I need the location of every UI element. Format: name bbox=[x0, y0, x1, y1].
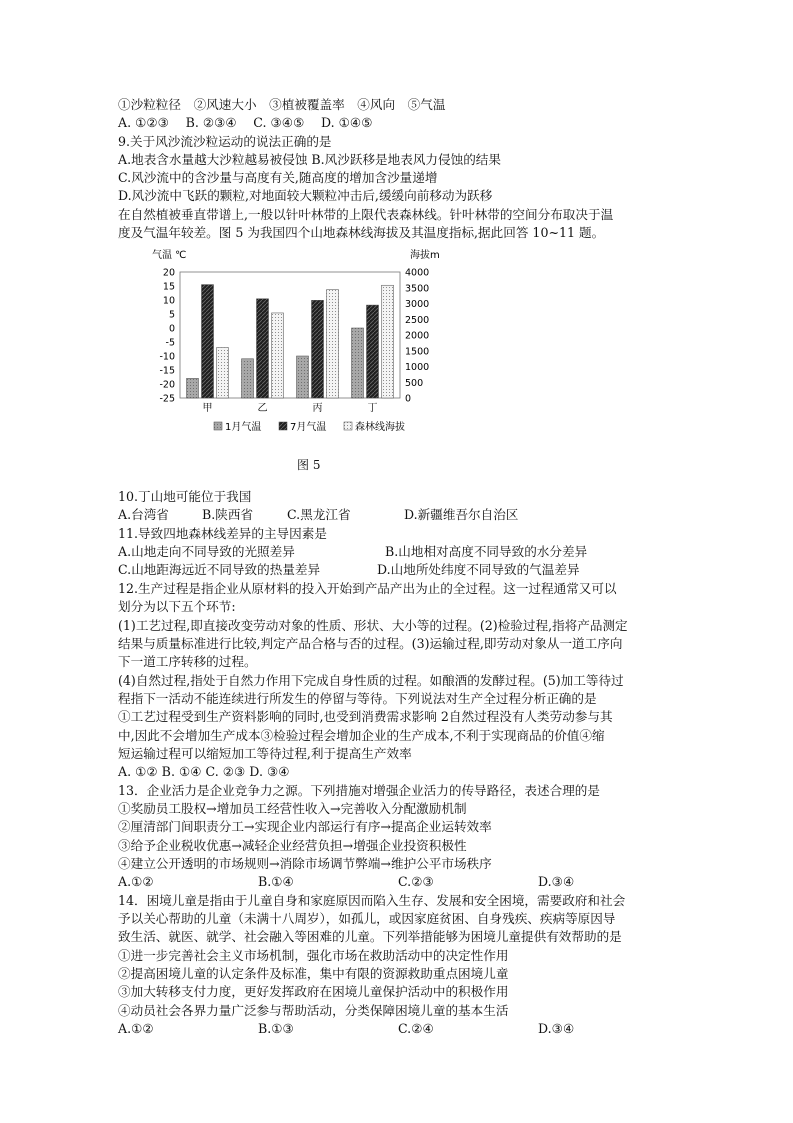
legend-swatch bbox=[344, 422, 352, 430]
q13-item-2: ②厘清部门间职责分工→实现企业内部运行有序→提高企业运转效率 bbox=[118, 819, 492, 834]
x-tick-label: 丙 bbox=[312, 403, 323, 414]
q12-line-1: 12.生产过程是指企业从原材料的投入开始到产品产出为止的全过程。这一过程通常又可以 bbox=[118, 581, 617, 596]
q14-line-3: 致生活、就医、就学、社会融入等困难的儿童。下列举措能够为困境儿童提供有效帮助的是 bbox=[118, 929, 622, 944]
q13-item-4: ④建立公开透明的市场规则→消除市场调节弊端→维护公平市场秩序 bbox=[118, 856, 492, 871]
q9-stem: 9.关于风沙流沙粒运动的说法正确的是 bbox=[118, 134, 332, 149]
q13-item-3: ③给予企业税收优惠→减轻企业经营负担→增强企业投资积极性 bbox=[118, 838, 467, 853]
q11-option-d: D.山地所处纬度不同导致的气温差异 bbox=[377, 562, 580, 577]
y-tick-right: 2000 bbox=[405, 330, 430, 342]
y-axis-right-title: 海拔m bbox=[410, 250, 440, 261]
y-tick-left: 15 bbox=[162, 281, 175, 293]
y-tick-right: 4000 bbox=[405, 267, 430, 279]
figure-caption: 图 5 bbox=[297, 458, 321, 472]
y-tick-right: 1000 bbox=[405, 362, 430, 373]
bar-森林线海拔-丙 bbox=[327, 290, 339, 398]
legend-label: 森林线海拔 bbox=[355, 422, 405, 433]
q11-option-c: C.山地距海远近不同导致的热量差异 bbox=[118, 562, 321, 577]
q8-choices: ①沙粒粒径 ②风速大小 ③植被覆盖率 ④风向 ⑤气温 bbox=[118, 97, 446, 112]
bar-森林线海拔-丁 bbox=[382, 285, 394, 398]
q14-item-3: ③加大转移支付力度，更好发挥政府在困境儿童保护活动中的积极作用 bbox=[118, 984, 509, 999]
legend-label: 7月气温 bbox=[290, 422, 327, 433]
q13-stem: 13．企业活力是企业竞争力之源。下列措施对增强企业活力的传导路径，表述合理的是 bbox=[118, 783, 600, 798]
q13-option-d: D.③④ bbox=[538, 874, 575, 889]
q13-item-1: ①奖励员工股权→增加员工经营性收入→完善收入分配激励机制 bbox=[118, 801, 467, 816]
q12-line-5: 下一道工序转移的过程。 bbox=[118, 654, 257, 669]
bar-1月气温-乙 bbox=[242, 359, 254, 398]
q12-options: A. ①② B. ①④ C. ②③ D. ③④ bbox=[118, 764, 290, 779]
y-tick-right: 3000 bbox=[405, 299, 430, 310]
y-tick-left: -10 bbox=[159, 351, 175, 363]
y-tick-left: -25 bbox=[159, 393, 175, 405]
figure-5-chart bbox=[118, 244, 478, 474]
q13-option-b: B.①④ bbox=[258, 874, 294, 889]
bar-1月气温-丙 bbox=[297, 356, 309, 398]
q14-option-a: A.①② bbox=[118, 1021, 154, 1036]
bar-7月气温-丙 bbox=[312, 300, 324, 398]
y-tick-right: 2500 bbox=[405, 314, 430, 326]
y-tick-right: 500 bbox=[405, 377, 424, 389]
q11-stem: 11.导致四地森林线差异的主导因素是 bbox=[118, 526, 327, 541]
q11-option-a: A.山地走向不同导致的光照差异 bbox=[118, 544, 295, 559]
q14-item-2: ②提高困境儿童的认定条件及标准，集中有限的资源救助重点困境儿童 bbox=[118, 966, 509, 981]
y-tick-left: 20 bbox=[162, 267, 175, 279]
q12-line-4: 结果与质量标准进行比较,判定产品合格与否的过程。(3)运输过程,即劳动对象从一道工序向 bbox=[118, 636, 623, 651]
q14-item-4: ④动员社会各界力量广泛参与帮助活动，分类保障困境儿童的基本生活 bbox=[118, 1003, 509, 1018]
q14-line-2: 予以关心帮助的儿童（未满十八周岁），如孤儿，或因家庭贫困、自身残疾、疾病等原因导 bbox=[118, 911, 616, 926]
q12-line-9: 中,因此不会增加生产成本③检验过程会增加企业的生产成本,不利于实现商品的价值④缩 bbox=[118, 728, 605, 743]
y-tick-left: 5 bbox=[168, 309, 175, 321]
y-tick-left: 10 bbox=[162, 295, 175, 307]
bar-1月气温-甲 bbox=[187, 378, 199, 398]
q13-option-c: C.②③ bbox=[398, 874, 434, 889]
legend-label: 1月气温 bbox=[225, 422, 262, 433]
legend-swatch bbox=[214, 422, 222, 430]
q14-option-b: B.①③ bbox=[258, 1021, 294, 1036]
bar-森林线海拔-甲 bbox=[217, 348, 229, 398]
bar-1月气温-丁 bbox=[352, 328, 364, 398]
y-tick-right: 1500 bbox=[405, 346, 430, 358]
x-tick-label: 乙 bbox=[257, 403, 268, 414]
y-tick-right: 3500 bbox=[405, 283, 430, 295]
q10-option-d: D.新疆维吾尔自治区 bbox=[404, 507, 519, 522]
y-axis-left-title: 气温 ℃ bbox=[152, 250, 187, 261]
q14-line-1: 14．困境儿童是指由于儿童自身和家庭原因而陷入生存、发展和安全困境，需要政府和社会 bbox=[118, 893, 626, 908]
y-tick-left: -20 bbox=[159, 379, 175, 391]
q10-option-a: A.台湾省 bbox=[118, 507, 169, 522]
q9-option-c: C.风沙流中的含沙量与高度有关,随高度的增加含沙量递增 bbox=[118, 170, 438, 185]
bar-7月气温-丁 bbox=[367, 305, 379, 398]
q10-option-c: C.黑龙江省 bbox=[287, 507, 351, 522]
x-tick-label: 丁 bbox=[367, 403, 378, 414]
q12-line-3: (1)工艺过程,即直接改变劳动对象的性质、形状、大小等的过程。(2)检验过程,指将产品测定 bbox=[118, 618, 628, 633]
q11-option-b: B.山地相对高度不同导致的水分差异 bbox=[385, 544, 588, 559]
q14-option-c: C.②④ bbox=[398, 1021, 434, 1036]
q10-stem: 10.丁山地可能位于我国 bbox=[118, 489, 252, 504]
bar-7月气温-甲 bbox=[202, 285, 214, 398]
q14-option-d: D.③④ bbox=[538, 1021, 575, 1036]
y-tick-left: -5 bbox=[165, 337, 175, 349]
q12-line-10: 短运输过程可以缩短加工等待过程,利于提高生产效率 bbox=[118, 746, 412, 761]
q12-line-6: (4)自然过程,指处于自然力作用下完成自身性质的过程。如酿酒的发酵过程。(5)加工等待过 bbox=[118, 673, 624, 688]
passage-line-1: 在自然植被垂直带谱上,一般以针叶林带的上限代表森林线。针叶林带的空间分布取决于温 bbox=[118, 207, 614, 222]
y-tick-left: 0 bbox=[168, 323, 175, 335]
q13-option-a: A.①② bbox=[118, 874, 154, 889]
y-tick-right: 0 bbox=[405, 393, 412, 405]
q8-options: A. ①②③ B. ②③④ C. ③④⑤ D. ①④⑤ bbox=[118, 115, 373, 130]
chart-svg bbox=[118, 244, 478, 454]
q12-line-8: ①工艺过程受到生产资料影响的同时,也受到消费需求影响 2自然过程没有人类劳动参与其 bbox=[118, 709, 613, 724]
legend-swatch bbox=[279, 422, 287, 430]
y-tick-left: -15 bbox=[159, 365, 175, 377]
q9-option-ab: A.地表含水量越大沙粒越易被侵蚀 B.风沙跃移是地表风力侵蚀的结果 bbox=[118, 152, 501, 167]
q9-option-d: D.风沙流中飞跃的颗粒,对地面较大颗粒冲击后,缓缓向前移动为跃移 bbox=[118, 188, 493, 203]
bar-森林线海拔-乙 bbox=[272, 313, 284, 398]
bar-7月气温-乙 bbox=[257, 299, 269, 398]
q12-line-7: 程指下一活动不能连续进行所发生的停留与等待。下列说法对生产全过程分析正确的是 bbox=[118, 691, 597, 706]
x-tick-label: 甲 bbox=[202, 403, 213, 414]
q12-line-2: 划分为以下五个环节: bbox=[118, 599, 236, 614]
passage-line-2: 度及气温年较差。图 5 为我国四个山地森林线海拔及其温度指标,据此回答 10~11 题。 bbox=[118, 225, 605, 240]
q10-option-b: B.陕西省 bbox=[202, 507, 254, 522]
q14-item-1: ①进一步完善社会主义市场机制，强化市场在救助活动中的决定性作用 bbox=[118, 948, 509, 963]
